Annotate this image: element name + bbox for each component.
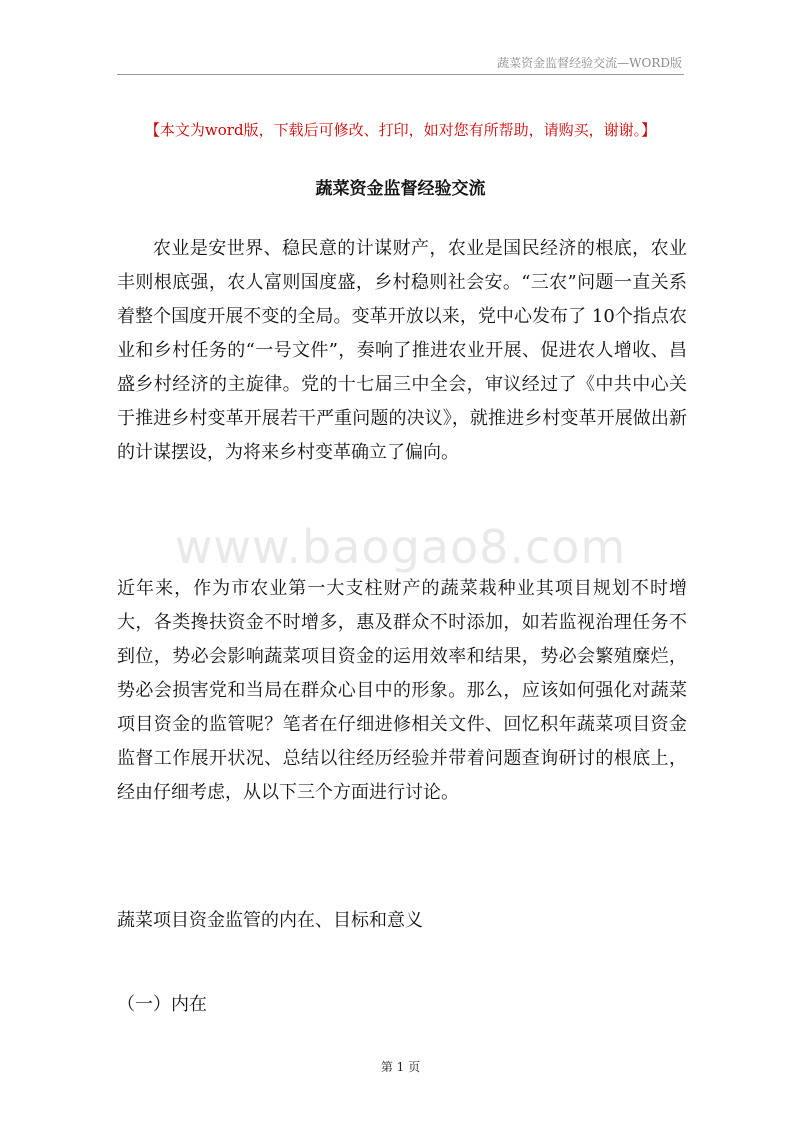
header-divider [117,74,684,75]
subsection-heading: （一）内在 [117,994,207,1015]
page-number: 第 1 页 [380,1060,421,1074]
section-heading: 蔬菜项目资金监管的内在、目标和意义 [117,910,423,931]
running-header: 蔬菜资金监督经验交流—WORD版 [497,56,682,70]
paragraph-recent-years: 近年来，作为市农业第一大支柱财产的蔬菜栽种业其项目规划不时增大，各类搀扶资金不时增多，惠及群众不时添加，如若监视治理任务不到位，势必会影响蔬菜项目资金的运用效率和结果，势必会繁殖糜烂，势必会损害党和当局在群众心目中的形象。那么，应该如何强化对蔬菜项目资金的监管呢？笔者在仔细进修相关文件、回忆积年蔬菜项目资金监督工作展开状况、总结以往经历经验并带着问题查询研讨的根底上，经由仔细考虑，从以下三个方面进行讨论。 [117,578,687,803]
document-title: 蔬菜资金监督经验交流 [315,179,486,199]
watermark: www.baogao8.com [174,520,627,574]
download-notice: 【本文为word版，下载后可修改、打印，如对您有所帮助，请购买，谢谢。】 [144,121,657,139]
paragraph-intro: 农业是安世界、稳民意的计谋财产，农业是国民经济的根底，农业丰则根底强，农人富则国度盛，乡村稳则社会安。“三农”问题一直关系着整个国度开展不变的全局。变革开放以来，党中心发布了 10个指点农业和乡村任务的“一号文件”，奏响了推进农业开展、促进农人增收、昌盛乡村经济的主旋律。党的十七届三中全会，审议经过了《中共中心关于推进乡村变革开展若干严重问题的决议》，就推进乡村变革开展做出新的计谋摆设，为将来乡村变革确立了偏向。 [117,238,687,463]
